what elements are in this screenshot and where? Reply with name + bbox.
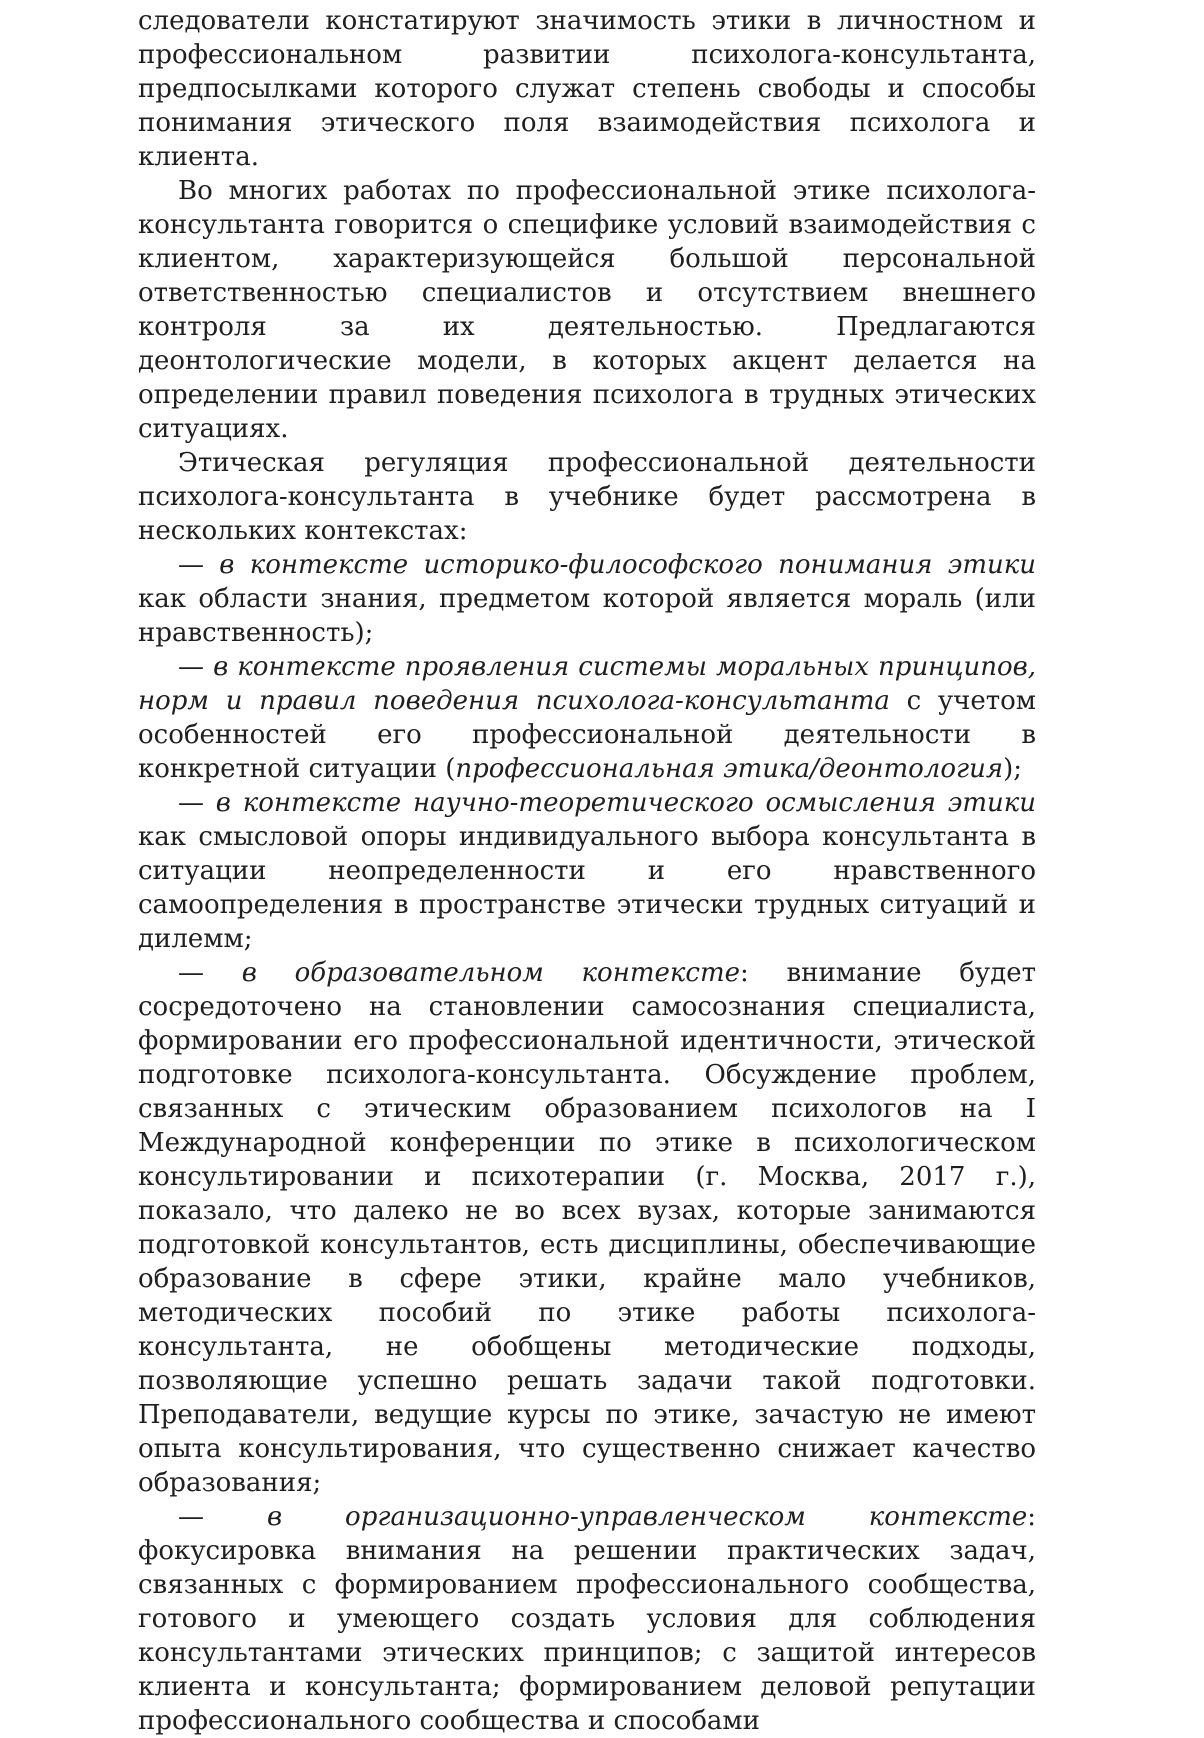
list-item-text: : внимание будет сосредоточено на становлении самосознания специалиста, формировании его профессиональной идентичности, этической подготовке психолога-консультанта. Обсуждение проблем, связанных с этическим образованием психологов на I Международной конференции по этике в психологическом консультировании и психотерапии (г. Москва, 2017 г.), показало, что далеко не во всех вузах, которые занимаются подготовкой консультантов, есть дисциплины, обеспечивающие образование в сфере этики, крайне мало учебников, методических пособий по этике работы психолога-консультанта, не обобщены методические подходы, позволяющие успешно решать задачи такой подготовки. Преподаватели, ведущие курсы по этике, зачастую не имеют опыта консультирования, что существенно снижает качество образования; — [138, 958, 1037, 1498]
list-dash: — — [178, 652, 214, 682]
list-dash: — — [178, 958, 242, 988]
list-item-text: как области знания, предметом которой является мораль (или нравственность); — [138, 584, 1036, 648]
list-item-text: с учетом особенностей его профессиональной деятельности в конкретной ситуации ( — [138, 686, 1036, 784]
paragraph-continuation: следователи констатируют значимость этики в личностном и профессиональном развитии психолога-консультанта, предпосылками которого служат степень свободы и способы понимания этического поля взаимодействия психолога и клиента. — [138, 6, 1036, 172]
list-item-organizational — [138, 1500, 1036, 1738]
list-item-emphasis-secondary: профессиональная этика/деонтология — [455, 754, 1004, 784]
paragraph-regulation-intro: Этическая регуляция профессиональной деятельности психолога-консультанта в учебнике будет рассмотрена в нескольких контекстах: — [138, 448, 1036, 546]
list-dash: — — [178, 788, 216, 818]
list-item-text: как смысловой опоры индивидуального выбора консультанта в ситуации неопределенности и его нравственного самоопределения в пространстве этически трудных ситуаций и дилемм; — [138, 822, 1036, 954]
list-item-educational — [138, 956, 1036, 1500]
list-item-professional — [138, 650, 1036, 786]
list-dash: — — [178, 550, 220, 580]
list-item-emphasis: в контексте историко-философского понимания этики — [219, 550, 1037, 580]
list-item-emphasis: в контексте проявления системы моральных принципов, норм и правил поведения психолога-консультанта — [138, 652, 1036, 716]
list-item-emphasis: в образовательном контексте — [241, 958, 741, 988]
document-page — [138, 4, 1036, 1738]
list-item-text: : фокусировка внимания на решении практических задач, связанных с формированием профессионального сообщества, готового и умеющего создать условия для соблюдения консультантами этических принципов; с защитой интересов клиента и консультанта; формированием деловой репутации профессионального сообщества и способами — [138, 1502, 1037, 1736]
list-item-historical — [138, 548, 1036, 650]
list-item-emphasis: в контексте научно-теоретического осмысления этики — [215, 788, 1036, 818]
list-item-theoretical — [138, 786, 1036, 956]
list-item-text-end: ); — [1003, 754, 1023, 784]
paragraph-ethics-works: Во многих работах по профессиональной этике психолога-консультанта говорится о специфике условий взаимодействия с клиентом, характеризующейся большой персональной ответственностью специалистов и отсутствием внешнего контроля за их деятельностью. Предлагаются деонтологические модели, в которых акцент делается на определении правил поведения психолога в трудных этических ситуациях. — [138, 176, 1036, 444]
list-item-emphasis: в организационно-управленческом контексте — [266, 1502, 1028, 1532]
list-dash: — — [178, 1502, 267, 1532]
